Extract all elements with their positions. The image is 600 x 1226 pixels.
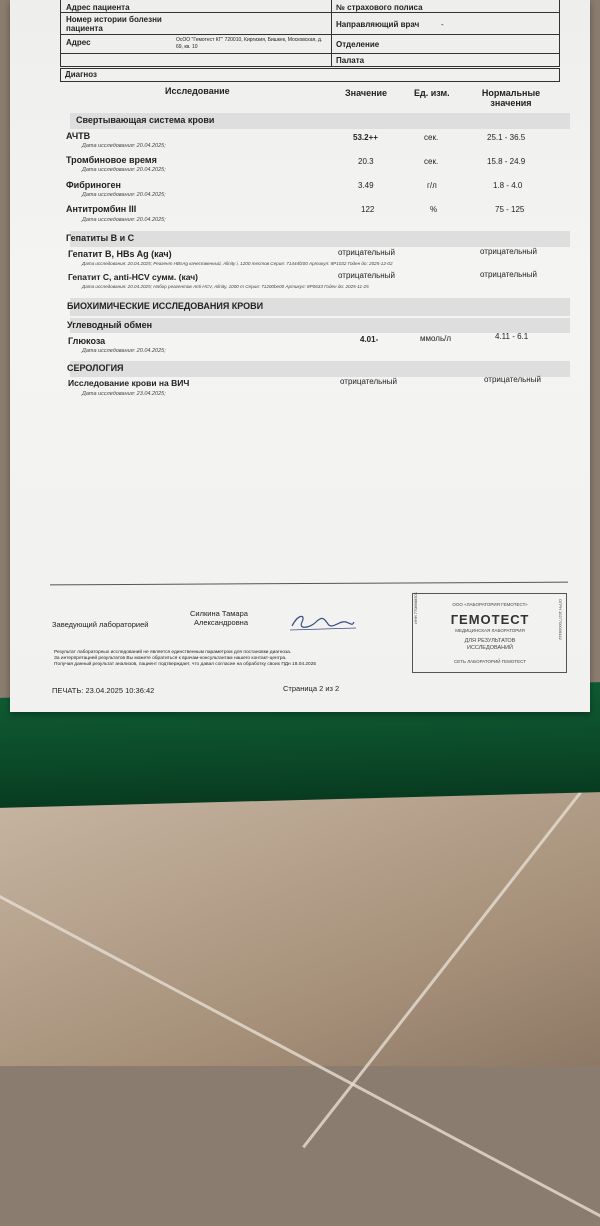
lab-report-page <box>10 0 590 712</box>
row-fibrinogen-date: Дата исследования: 20.04.2025; <box>82 192 166 198</box>
row-glucose-normal: 4.11 - 6.1 <box>495 332 529 341</box>
row-antithrombin-value: 122 <box>361 205 375 214</box>
row-hbsag-name: Гепатит В, HBs Ag (кач) <box>68 249 172 259</box>
page-number: Страница 2 из 2 <box>283 684 340 693</box>
row-antithrombin-date: Дата исследования: 20.04.2025; <box>82 217 166 223</box>
col-study: Исследование <box>165 86 230 96</box>
row-hiv-normal: отрицательный <box>484 375 541 384</box>
row-aptt-value: 53.2++ <box>353 133 378 142</box>
row-fibrinogen-name: Фибриноген <box>66 180 121 190</box>
row-fibrinogen-unit: г/л <box>427 181 437 190</box>
department-label: Отделение <box>336 40 380 49</box>
section-biochem <box>67 298 570 316</box>
head-name-1: Силкина Тамара <box>190 609 248 618</box>
row-antithrombin-normal: 75 - 125 <box>495 205 525 214</box>
gemotest-logo: ГЕМОТЕСТ <box>450 612 530 627</box>
row-thrombin-normal: 15.8 - 24.9 <box>487 157 526 166</box>
row-aptt-name: АЧТВ <box>66 131 91 141</box>
section-biochem-title: БИОХИМИЧЕСКИЕ ИССЛЕДОВАНИЯ КРОВИ <box>67 301 264 311</box>
section-sero-title: СЕРОЛОГИЯ <box>67 363 124 373</box>
row-antithrombin-unit: % <box>430 205 438 214</box>
lab-stamp <box>412 593 567 673</box>
footer-divider <box>50 582 568 586</box>
row-glucose-date: Дата исследования: 20.04.2025; <box>82 348 166 354</box>
history-label: Номер истории болезни пациента <box>66 15 162 33</box>
row-hcv-normal: отрицательный <box>480 270 537 279</box>
row-hcv-value: отрицательный <box>338 271 395 280</box>
stamp-for-1: ДЛЯ РЕЗУЛЬТАТОВ <box>464 638 516 644</box>
row-antithrombin-name: Антитромбин III <box>66 204 137 214</box>
row-hcv-date: Дата исследования: 20.04.2025; Набор реагентов Anti-HCV, Alinity, 1000 т Серия: 71200be00 Артикул: 8P0633 Годен до: 2025-11-25 <box>82 284 369 289</box>
section-hep-title: Гепатиты В и С <box>66 233 135 243</box>
disclaimer-1: Результат лабораторных исследований не является единственным параметром для постановки диагноза. <box>54 650 292 655</box>
floor-tiles <box>0 760 600 1066</box>
doctor-value: - <box>441 20 444 29</box>
stamp-bottom: СЕТЬ ЛАБОРАТОРИЙ ГЕМОТЕСТ <box>454 659 526 664</box>
address-patient-label: Адрес пациента <box>66 3 130 12</box>
section-coag <box>70 113 570 129</box>
section-carb <box>67 318 570 333</box>
row-hbsag-normal: отрицательный <box>480 247 537 256</box>
row-thrombin-name: Тромбиновое время <box>66 155 157 165</box>
stamp-top: ООО «ЛАБОРАТОРИЯ ГЕМОТЕСТ» <box>452 602 528 607</box>
section-carb-title: Углеводный обмен <box>67 320 153 330</box>
row-glucose-value: 4.01- <box>360 335 379 344</box>
row-thrombin-unit: сек. <box>424 157 439 166</box>
disclaimer-2: За интерпретацией результатов Вы можете обратиться к врачам-консультантам нашего контакт-центра. <box>54 656 287 661</box>
col-value: Значение <box>345 88 388 98</box>
col-normal: Нормальные значения <box>481 88 541 108</box>
row-fibrinogen-value: 3.49 <box>358 181 374 190</box>
disclaimer-3: Получая данный результат анализов, пациент подтверждает, что давал согласие на обработку своих ПДн 18.04.2025 <box>54 662 317 667</box>
row-hiv-date: Дата исследования: 23.04.2025; <box>82 391 166 397</box>
col-unit: Ед. изм. <box>414 88 450 98</box>
diagnosis-label: Диагноз <box>65 70 97 79</box>
head-label: Заведующий лабораторией <box>52 620 149 629</box>
address-value: ОсОО "Гемотест КГ" 720010, Киргизия, Бишкек, Московская, д. 69, кв. 10 <box>176 37 323 50</box>
row-hcv-name: Гепатит С, anti-HCV сумм. (кач) <box>68 272 199 282</box>
row-hiv-value: отрицательный <box>340 377 397 386</box>
stamp-ogrn: ОГРН 1027700006442 <box>558 599 563 640</box>
row-hiv-name: Исследование крови на ВИЧ <box>68 378 190 388</box>
row-aptt-date: Дата исследования: 20.04.2025; <box>82 143 166 149</box>
doctor-label: Направляющий врач <box>336 20 420 29</box>
head-name-2: Александровна <box>194 618 248 627</box>
diagnosis-row <box>60 68 560 82</box>
address-label: Адрес <box>66 38 91 47</box>
row-hbsag-value: отрицательный <box>338 248 395 257</box>
section-coag-title: Свертывающая система крови <box>76 115 215 125</box>
row-glucose-name: Глюкоза <box>68 336 106 346</box>
row-glucose-unit: ммоль/л <box>420 334 451 343</box>
print-timestamp: ПЕЧАТЬ: 23.04.2025 10:36:42 <box>52 686 155 695</box>
row-hbsag-date: Дата исследования: 20.04.2025; Реагент HBsAg качественный, Alinity i, 1200 тестов Серия: 71444fz00 Артикул: 8P1032 Годен до: 2025-12-02 <box>82 261 393 266</box>
row-fibrinogen-normal: 1.8 - 4.0 <box>493 181 523 190</box>
row-aptt-normal: 25.1 - 36.5 <box>487 133 526 142</box>
stamp-for-2: ИССЛЕДОВАНИЙ <box>466 645 514 651</box>
row-aptt-unit: сек. <box>424 133 439 142</box>
section-hep <box>66 231 570 247</box>
ward-label: Палата <box>336 56 365 65</box>
stamp-sub: МЕДИЦИНСКАЯ ЛАБОРАТОРИЯ <box>455 628 525 633</box>
row-thrombin-date: Дата исследования: 20.04.2025; <box>82 167 166 173</box>
stamp-inn: ИНН 7708688501 <box>413 591 418 624</box>
patient-header-table <box>60 0 560 67</box>
policy-label: № страхового полиса <box>336 3 423 12</box>
signature-icon <box>288 610 358 634</box>
row-thrombin-value: 20.3 <box>358 157 374 166</box>
